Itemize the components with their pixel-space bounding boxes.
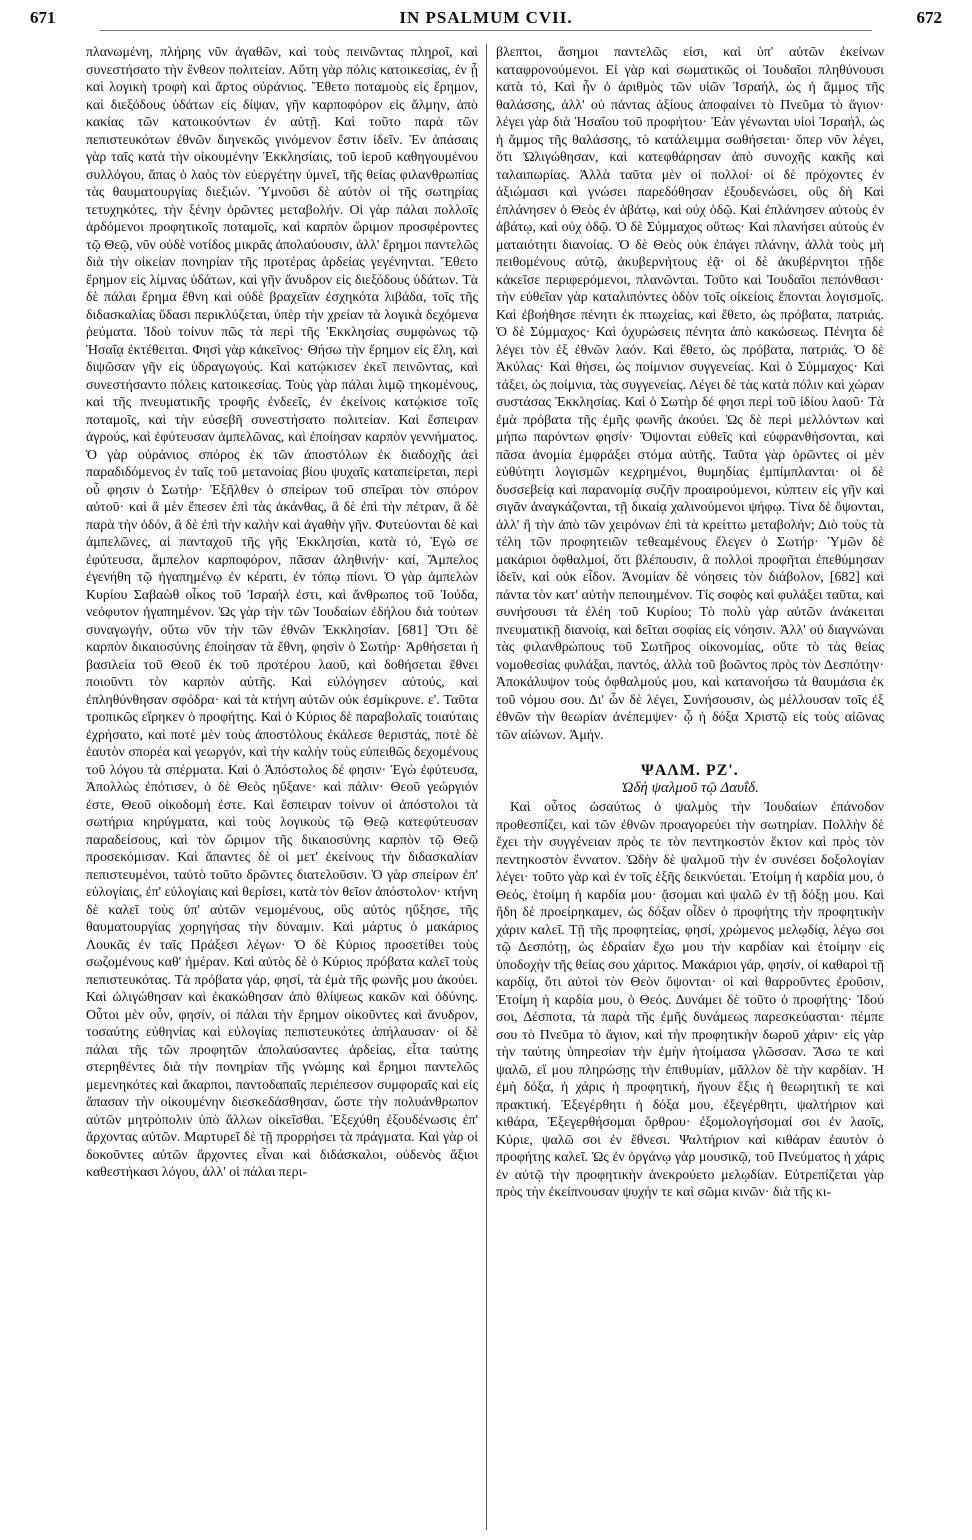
right-column (496, 44, 884, 1202)
psalm-commentary: Καὶ οὗτος ὡσαύτως ὁ ψαλμὸς τὴν Ἰουδαίων ἐπάνοδον προθεσπίζει, καὶ τῶν ἐθνῶν προαγορεύει τὴν σωτηρίαν. Πολλὴν δὲ ἔχει τὴν συγγένειαν πρὸς τε τὸν πεντηκοστὸν ἕκτον καὶ πρὸς τὸν πεντηκοστὸν ἔννατον. Ὠδὴν δὲ ψαλμοῦ τὴν ἐν συνέσει δοξολογίαν λέγει· τοῦτο γὰρ καὶ ἐν τοῖς ἑξῆς δεικνύεται. Ἑτοίμη ἡ καρδία μου, ὁ Θεός, ἑτοίμη ἡ καρδία μου· ᾄσομαι καὶ ψαλῶ ἐν τῇ δόξῃ μου. Καὶ ἤδη δὲ προείρηκαμεν, ὡς δόξαν οἶδεν ὁ προφήτης τὴν προφητικὴν χάριν καλεῖ. Τῇ τῆς προφητείας, φησί, χρώμενος μελῳδίᾳ, λέγω σοι τῷ Δεσπότῃ, ὡς ἑδραίαν ἔχω μου τὴν καρδίαν καὶ ἑτοίμην εἰς ὑποδοχὴν τῆς θείας σου χάριτος. Μακάριοι γάρ, φησίν, οἱ καθαροὶ τῇ καρδίᾳ, ὅτι αὐτοὶ τὸν Θεὸν ὄψονται· οἱ καὶ θαρροῦντες ἐροῦσιν, Ἑτοίμη ἡ καρδία μου, ὁ Θεός. Δυνάμει δὲ τοῦτο ὁ προφήτης· Ἰδού σοι, Δέσποτα, τὰ παρὰ τῆς ἐμῆς δυνάμεως παρεσκεύασται· πέμπε σου τὸ Πνεῦμα τὸ ἅγιον, καὶ τὴν προφητικὴν δωροῦ χάριν· εἰς γὰρ τὴν ταύτης ὑπηρεσίαν τὴν ἐμὴν ἡτοίμασα γλῶσσαν. Ἄσω τε καὶ ψαλῶ, εἴ μου πληρώσῃς τὴν ἐπιθυμίαν, μᾶλλον δὲ τὴν καρδίαν. Ἡ ἐμὴ δόξα, ἡ χάρις ἡ προφητική, ἥγουν ἕξις ἡ θεωρητικὴ τε καὶ πρακτική. Ἐξεγέρθητι ἡ δόξα μου, ἐξεγέρθητι, ψαλτήριον καὶ κιθάρα, Ἐξεγερθήσομαι ὄρθρου· ἐξομολογήσομαί σοι ἐν λαοῖς, Κύριε, ψαλῶ σοι ἐν ἔθνεσι. Ψαλτήριον καὶ κιθάραν ἑαυτὸν ὁ προφήτης καλεῖ. Ὡς ἐν ὀργάνῳ γὰρ μουσικῷ, τοῦ Πνεύματος ἡ χάρις ἐν αὐτῷ τὴν προφητικὴν ἀνεκρούετο μελῳδίαν. Εὐτρεπίζεται γὰρ πρὸς τὴν ἐκείπνουσαν ψυχήν τε καὶ σῶμα κινῶν· διὰ τῆς κι- (496, 800, 884, 1200)
psalm-subtitle: Ὠδὴ ψαλμοῦ τῷ Δαυΐδ. (621, 779, 759, 796)
page-number-left: 671 (30, 8, 56, 27)
page-number-right: 672 (916, 8, 942, 27)
left-column (86, 44, 478, 1182)
right-column-text: βλεπτοι, ἄσημοι παντελῶς εἰσι, καὶ ὑπ' αὐτῶν ἐκείνων καταφρονούμενοι. Εἰ γὰρ καὶ σωματικῶς οἱ Ἰουδαῖοι πληθύνουσι κατὰ τό, Καὶ ἦν ὁ ἀριθμὸς τῶν υἱῶν Ἰσραήλ, ὡς ἡ ἄμμος τῆς θαλάσσης, ἀλλ' οὐ πάντας ἀξίους ἀποφαίνει τὸ Πνεῦμα τὸ ἅγιον· λέγει γὰρ διὰ Ἡσαΐου τοῦ προφήτου· Ἐὰν γένωνται υἱοὶ Ἰσραήλ, ὡς ἡ ἄμμος τῆς θαλάσσης, τὸ κατάλειμμα σωθήσεται· ὅπερ νῦν λέγει, ὅτι Ὠλιγώθησαν, καὶ κατεφθάρησαν ἀπὸ συνοχῆς κακῆς καὶ ταλαιπωρίας. Ἀλλὰ ταῦτα μὲν οἱ πολλοί· οἱ δὲ πρόχοντες ἐν ἀξιώμασι καὶ γνώσει παρεδόθησαν ἐξουδενώσει, οὓς δὴ Καὶ ἐπλάνησεν ὁ Θεὸς ἐν ἀβάτῳ, καὶ οὐχ ὁδῷ. Καὶ ἐπλάνησεν αὐτοὺς ἐν ἀβάτῳ, καὶ οὐχ ὁδῷ. Ὁ δὲ Σύμμαχος οὕτως· Καὶ πλανήσει αὐτοὺς ἐν ματαιότητι διανοίας. Ὁ δὲ Θεὸς οὐκ ἐπάγει πλάνην, ἀλλὰ τοὺς μὴ πειθομένους αὐτῷ, ἀκυβερνήτους ἐᾷ· οἱ δὲ ἀκυβέρνητοι τῇδε κἀκεῖσε περιφερόμενοι, πλανῶνται. Τοῦτο καὶ Ἰουδαῖοι πεπόνθασι· τὴν εὐθεῖαν γὰρ καταλιπόντες ὁδὸν τοῖς οἰκείοις ἕπονται λογισμοῖς. Καὶ ἐβοήθησε πένητι ἐκ πτωχείας, καὶ ἔθετο, ὡς πρόβατα, πατριάς. Ὁ δὲ Σύμμαχος· Καὶ ὀχυρώσεις πένητα ἀπὸ κακώσεως. Πένητα δὲ λέγει τὸν ἐξ ἐθνῶν λαόν. Καὶ ἔθετο, ὡς πρόβατα, πατριάς. Ὁ δὲ Ἀκύλας· Καὶ θήσει, ὡς ποίμνιον συγγενείας. Καὶ ὁ Σύμμαχος· Καὶ τάξει, ὡς ποίμνια, τὰς συγγενείας. Λέγει δὲ τὰς κατὰ πόλιν καὶ χώραν συστάσας Ἐκκλησίας. Καὶ ὁ Σωτὴρ δέ φησι περὶ τοῦ ἰδίου λαοῦ· Τὰ ἐμὰ πρόβατα τῆς ἐμῆς φωνῆς ἀκούει. Ὡς δὲ περὶ μελλόντων καὶ μήπω παρόντων φησίν· Ὄψονται εὐθεῖς καὶ εὐφρανθήσονται, καὶ πᾶσα ἀνομία ἐμφράξει στόμα αὐτῆς. Ταῦτα γὰρ ὁρῶντες οἱ μὲν εὐθύτητι λογισμῶν κεχρημένοι, θυμηδίας ἐμπίμπλανται· οἱ δὲ δυσσεβείᾳ καὶ παρανομίᾳ συζῆν προαιρούμενοι, κύπτειν εἰς γῆν καὶ σιγᾶν ἀναγκάζονται, τῇ δικαίᾳ χαλινούμενοι ψήφῳ. Τίνα δὲ ὄψονται, ἀλλ' ἢ τὴν ἀπὸ τῶν χειρόνων ἐπὶ τὰ κρείττω μεταβολήν; Διὸ τοὺς τὰ τέλη τῶν προφητειῶν τεθεαμένους ἔλεγεν ὁ Σωτήρ· Ὑμῶν δὲ μακάριοι ὀφθαλμοί, ὅτι βλέπουσιν, ἃ πολλοὶ προφῆται ἐπεθύμησαν ἰδεῖν, καὶ οὐκ εἶδον. Ἀνομίαν δὲ νόησεις τὸν διάβολον, [682] καὶ πάντα τὸν κατ' αὐτὴν πεποιημένον. Τίς σοφὸς καὶ φυλάξει ταῦτα, καὶ συνήσουσι τὰ ἐλέη τοῦ Κυρίου; Τὸ πολὺ γὰρ αὐτῶν ἀνάκειται πνευματικῇ διανοίᾳ, καὶ δεῖται σοφίας εἰς νόησιν. Ἀλλ' οὐ διαγνώναι τὰς φιλανθρώπους τοῦ Σωτῆρος οἰκονομίας, οὔτε τὸ τὰς θείας νομοθεσίας φυλάξαι, παντός, ἀλλὰ τοῦ βοῶντος πρὸς τὸν Δεσπότην· Ἀποκάλυψον τοὺς ὀφθαλμούς μου, καὶ κατανοήσω τὰ θαυμάσια ἐκ τοῦ νόμου σου. Δι' ὧν δὲ λέγει, Συνήσουσιν, ὡς μέλλουσαν τοῖς ἐξ ἐθνῶν τὴν θεωρίαν ἀνέπεμψεν· ᾧ ἡ δόξα Χριστῷ εἰς τοὺς αἰῶνας τῶν αἰώνων. Ἀμήν. (496, 45, 884, 743)
left-column-text: πλανωμένη, πλήρης νῦν ἀγαθῶν, καὶ τοὺς πεινῶντας πληροῖ, καὶ συνεστήσατο τὴν ἔνθεον πολιτείαν. Αὕτη γὰρ πόλις κατοικεσίας, ἐν ᾗ καὶ λογικὴ τροφὴ καὶ ἄρτος οὐράνιος. Ἔθετο ποταμοὺς εἰς ἔρημον, καὶ διεξόδους ὑδάτων εἰς δίψαν, γῆν καρποφόρον εἰς ἅλμην, ἀπὸ κακίας τῶν κατοικούντων ἐν αὐτῇ. Καὶ τοῦτο παρὰ τῶν πεπιστευκότων ἐθνῶν διηνεκῶς γινόμενον ἔστιν ἰδεῖν. Ἐν ἁπάσαις γὰρ ταῖς κατὰ τὴν οἰκουμένην Ἐκκλησίαις, τοῦ ἱεροῦ καθηγουμένου συλλόγου, ἅπας ὁ λαὸς τὸν εὐεργέτην ὑμνεῖ, τῆς θείας φιλανθρωπίας τὰς θαυματουργίας διεξιών. Ὑμνοῦσι δὲ αὐτὸν οἱ τῆς σωτηρίας τετυχηκότες, τὴν ξένην ὁρῶντες μεταβολήν. Οἱ γὰρ πάλαι πολλοῖς ἀρδόμενοι προφητικοῖς ποταμοῖς, καὶ καρπὸν ὥριμον προσφέροντες τῷ Θεῷ, νῦν οὐδὲ νοτίδος μικρᾶς ἀπολαύουσιν, ἀλλ' ἔρημοι παντελῶς διὰ τὴν οἰκείαν πονηρίαν τῆς προτέρας ἀρδείας γεγένηνται. Ἔθετο ἔρημον εἰς λίμνας ὑδάτων, καὶ γῆν ἄνυδρον εἰς διεξόδους ὑδάτων. Τὰ δὲ πάλαι ἔρημα ἔθνη καὶ οὐδὲ βραχεῖαν ἐσχηκότα λιβάδα, τοῖς τῆς διδασκαλίας ὕδασι περικλύζεται, ὑπὲρ τὴν χρείαν τὰ λογικὰ δεχόμενα ῥεύματα. Ἰδοὺ τοίνυν πῶς τὰ περὶ τῆς Ἐκκλησίας συμφώνως τῷ Ἡσαΐᾳ ἐκτέθειται. Φησὶ γὰρ κἀκεῖνος· Θήσω τὴν ἔρημον εἰς ἕλη, καὶ διψῶσαν γῆν εἰς ὑδραγωγούς. Καὶ κατῴκισεν ἐκεῖ πεινῶντας, καὶ συνεστήσαντο πόλεις κατοικεσίας. Τοὺς γὰρ πάλαι λιμῷ τηκομένους, καὶ τῆς πνευματικῆς τροφῆς ἐνδεεῖς, ἐν ἐκείνοις κατῴκισε τοῖς ποταμοῖς, καὶ τὴν εὐσεβῆ συνεστήσατο πολιτείαν. Καὶ ἔσπειραν ἀγρούς, καὶ ἐφύτευσαν ἀμπελῶνας, καὶ ἐποίησαν καρπὸν γεννήματος. Ὁ γὰρ οὐράνιος σπόρος ἐκ τῶν ἀποστόλων ἐκ διαδοχῆς ἀεὶ παραδιδόμενος ἐν ταῖς τοῦ μετανοίας βίου ψυχαῖς καταπείρεται, περὶ οὗ φησιν ὁ Σωτήρ· Ἐξῆλθεν ὁ σπείρων τοῦ σπεῖραι τὸν σπόρον αὐτοῦ· καὶ ἃ μὲν ἔπεσεν ἐπὶ τὰς ἀκάνθας, ἃ δὲ ἐπὶ τὴν πέτραν, ἃ δὲ παρὰ τὴν ὁδόν, ἃ δὲ ἐπὶ τὴν καλὴν καὶ ἀγαθὴν γῆν. Φυτεύονται δὲ καὶ ἀμπελῶνες, αἱ πανταχοῦ τῆς γῆς Ἐκκλησίαι, κατὰ τό, Ἐγὼ σε ἐφύτευσα, ἄμπελον καρποφόρον, πᾶσαν ἀληθινήν· καί, Ἄμπελος ἐγενήθη τῷ ἠγαπημένῳ ἐν κέρατι, ἐν τόπῳ πίονι. Ὁ γὰρ ἀμπελὼν Κυρίου Σαβαὼθ οἶκος τοῦ Ἰσραήλ ἐστι, καὶ ἄνθρωπος τοῦ Ἰούδα, νεόφυτον ἠγαπημένον. Ὡς γὰρ τὴν τῶν Ἰουδαίων ἐδήλου διὰ τούτων συναγωγήν, οὕτω νῦν τὴν τῶν ἐθνῶν Ἐκκλησίαν. [681] Ὅτι δὲ καρπὸν δικαιοσύνης ἐποίησαν τὰ ἔθνη, φησὶν ὁ Σωτήρ· Ἀρθήσεται ἡ βασιλεία τοῦ Θεοῦ ἐκ τοῦ προτέρου λαοῦ, καὶ δοθήσεται ἔθνει ποιοῦντι τὸν καρπὸν αὐτῆς. Καὶ εὐλόγησεν αὐτούς, καὶ ἐπληθύνθησαν σφόδρα· καὶ τὰ κτήνη αὐτῶν οὐκ ἐσμίκρυνε. ε'. Ταῦτα τροπικῶς εἴρηκεν ὁ προφήτης. Καὶ ὁ Κύριος δὲ παραβολαῖς τοιαύταις ἐχρήσατο, καὶ ποτὲ μὲν τοὺς ἀποστόλους ἐκάλεσε θεριστάς, ποτὲ δὲ ἑαυτὸν σπορέα καὶ γεωργόν, καὶ τὴν καλὴν τοὺς εὐπειθῶς δεχομένους τοῦ λόγου τὰ σπέρματα. Καὶ ὁ Ἀπόστολος δέ φησιν· Ἐγὼ ἐφύτευσα, Ἀπολλὼς ἐπότισεν, ὁ δὲ Θεὸς ηὔξανε· καὶ πάλιν· Θεοῦ γεώργιόν ἐστε, Θεοῦ οἰκοδομή ἐστε. Καὶ ἔσπειραν τοίνυν οἱ ἀπόστολοι τὰ σωτήρια κηρύγματα, καὶ τοὺς λογικοὺς τῷ Θεῷ κατεφύτευσαν παραδείσους, καὶ τὸν ὥριμον τῆς δικαιοσύνης καρπὸν τῷ Θεῷ προσεκόμισαν. Καὶ ἅπαντες δὲ οἱ μετ' ἐκείνους τὴν διδασκαλίαν πεπιστευμένοι, ταὐτὸ τοῦτο δρῶντες διατελοῦσιν. Ὁ γὰρ σπείρων ἐπ' εὐλογίαις, ἐπ' εὐλογίαις καὶ θερίσει, κατὰ τὸν θεῖον ἀπόστολον· κτήνη δὲ καλεῖ τοὺς ὑπ' αὐτῶν νεμομένους, οὓς αὐτὸς ηὔξησε, τῆς θαυματουργίας χορηγήσας τὴν δύναμιν. Καὶ μάρτυς ὁ μακάριος Λουκᾶς ἐν ταῖς Πράξεσι λέγων· Ὁ δὲ Κύριος προσετίθει τοὺς σωζομένους καθ' ἡμέραν. Καὶ αὐτὸς δὲ ὁ Κύριος πρόβατα καλεῖ τοὺς πεπιστευκότας. Τὰ πρόβατα γάρ, φησί, τὰ ἐμὰ τῆς φωνῆς μου ἀκούει. Καὶ ὠλιγώθησαν καὶ ἐκακώθησαν ἀπὸ θλίψεως κακῶν καὶ ὀδύνης. Οὗτοι μὲν οὖν, φησίν, οἱ πάλαι τὴν ἔρημον οἰκοῦντες καὶ ἄνυδρον, τοσαύτης εὐθηνίας καὶ εὐλογίας πεπιστευκότες ἀπήλαυσαν· οἱ δὲ πάλαι τῆς τῶν προφητῶν ἀπολαύσαντες ἀρδείας, εἶτα ταύτης στερηθέντες διὰ τὴν πονηρίαν τῆς γνώμης καὶ ἔρημοι παντελῶς μεμενηκότες καὶ ἄκαρποι, παντοδαπαῖς περιέπεσον συμφοραῖς καὶ εἰς ἅπασαν τὴν οἰκουμένην διεσκεδάσθησαν, ὥστε τὴν πολυάνθρωπον αὐτῶν μητρόπολιν ὑπὸ ἄλλων οἰκεῖσθαι. Ἐξεχύθη ἐξουδένωσις ἐπ' ἄρχοντας αὐτῶν. Μαρτυρεῖ δὲ τῇ προρρήσει τὰ πράγματα. Καὶ γὰρ οἱ δοκοῦντες αὐτῶν ἄρχοντες εἶναι καὶ διδάσκαλοι, οὐδενὸς ἄξιοι καθεστήκασι λόγου, ἀλλ' οἱ πάλαι περι- (86, 45, 478, 1180)
column-divider (486, 44, 487, 1530)
psalm-heading: ΨΑΛΜ. ΡΖ'. (641, 762, 739, 779)
header-rule (100, 30, 872, 31)
running-title: IN PSALMUM CVII. (399, 8, 573, 27)
